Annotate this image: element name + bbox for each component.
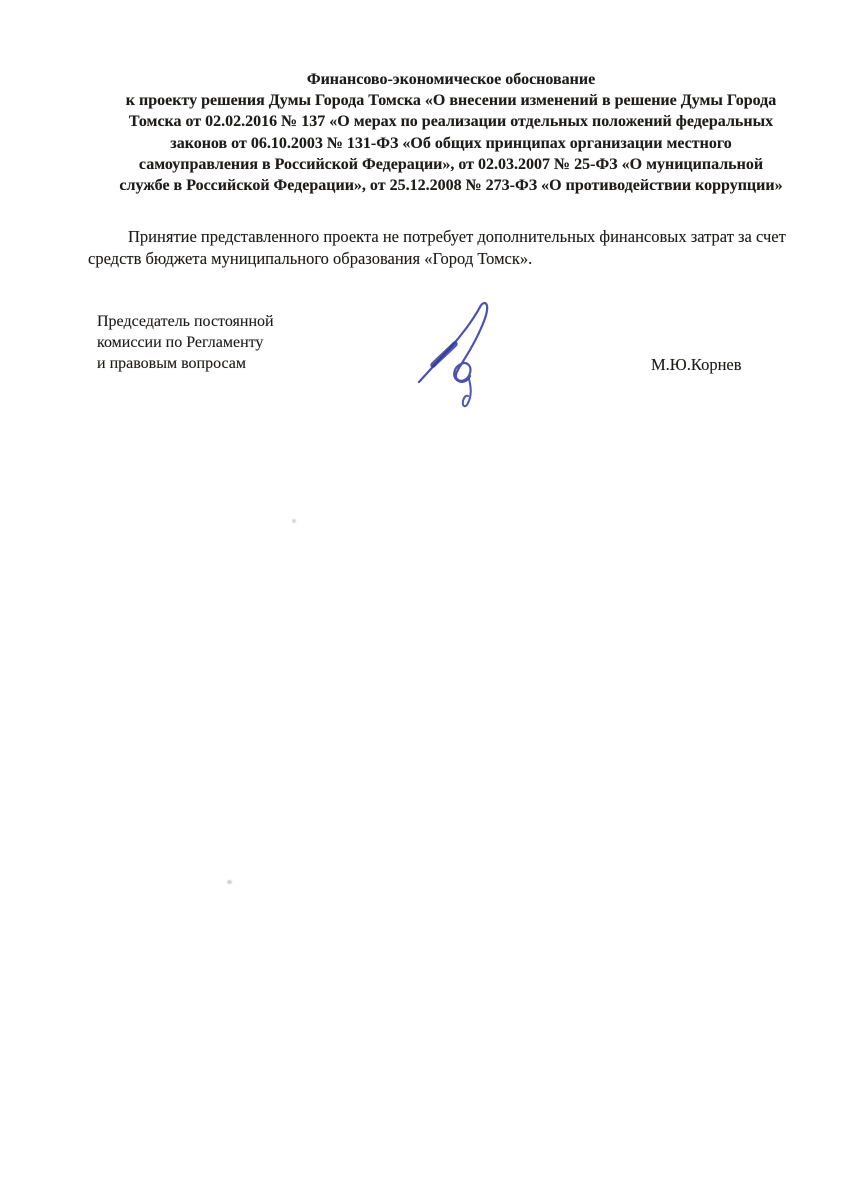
signature-title-line: и правовым вопросам	[97, 355, 247, 372]
scan-speck	[292, 519, 296, 523]
signature-position-title	[97, 311, 274, 374]
signature-title-line: комиссии по Регламенту	[97, 334, 264, 351]
title-line: Финансово-экономическое обоснование	[306, 71, 596, 88]
scan-speck	[227, 880, 232, 884]
signature-title-line: Председатель постоянной	[97, 313, 274, 330]
document-title	[85, 69, 817, 196]
title-line: законов от 06.10.2003 № 131-ФЗ «Об общих принципах организации местного	[170, 134, 732, 152]
title-line: Томска от 02.02.2016 № 137 «О мерах по реализации отдельных положений федеральных	[128, 113, 774, 131]
signature-tail-stroke	[463, 379, 471, 406]
title-line: службе в Российской Федерации», от 25.12.2008 № 273-ФЗ «О противодействии коррупции»	[119, 177, 783, 195]
signature-ink-blob	[433, 344, 455, 365]
title-line: к проекту решения Думы Города Томска «О внесении изменений в решение Думы Города	[125, 92, 777, 110]
title-line: самоуправления в Российской Федерации», от 02.03.2007 № 25-ФЗ «О муниципальной	[138, 155, 764, 173]
body-line: средств бюджета муниципального образования «Город Томск».	[88, 248, 533, 268]
body-line: Принятие представленного проекта не потребует дополнительных финансовых затрат за счет	[128, 227, 786, 246]
handwritten-signature-ink	[403, 292, 508, 417]
body-paragraph	[88, 226, 803, 269]
signer-name: М.Ю.Корнев	[651, 355, 742, 374]
